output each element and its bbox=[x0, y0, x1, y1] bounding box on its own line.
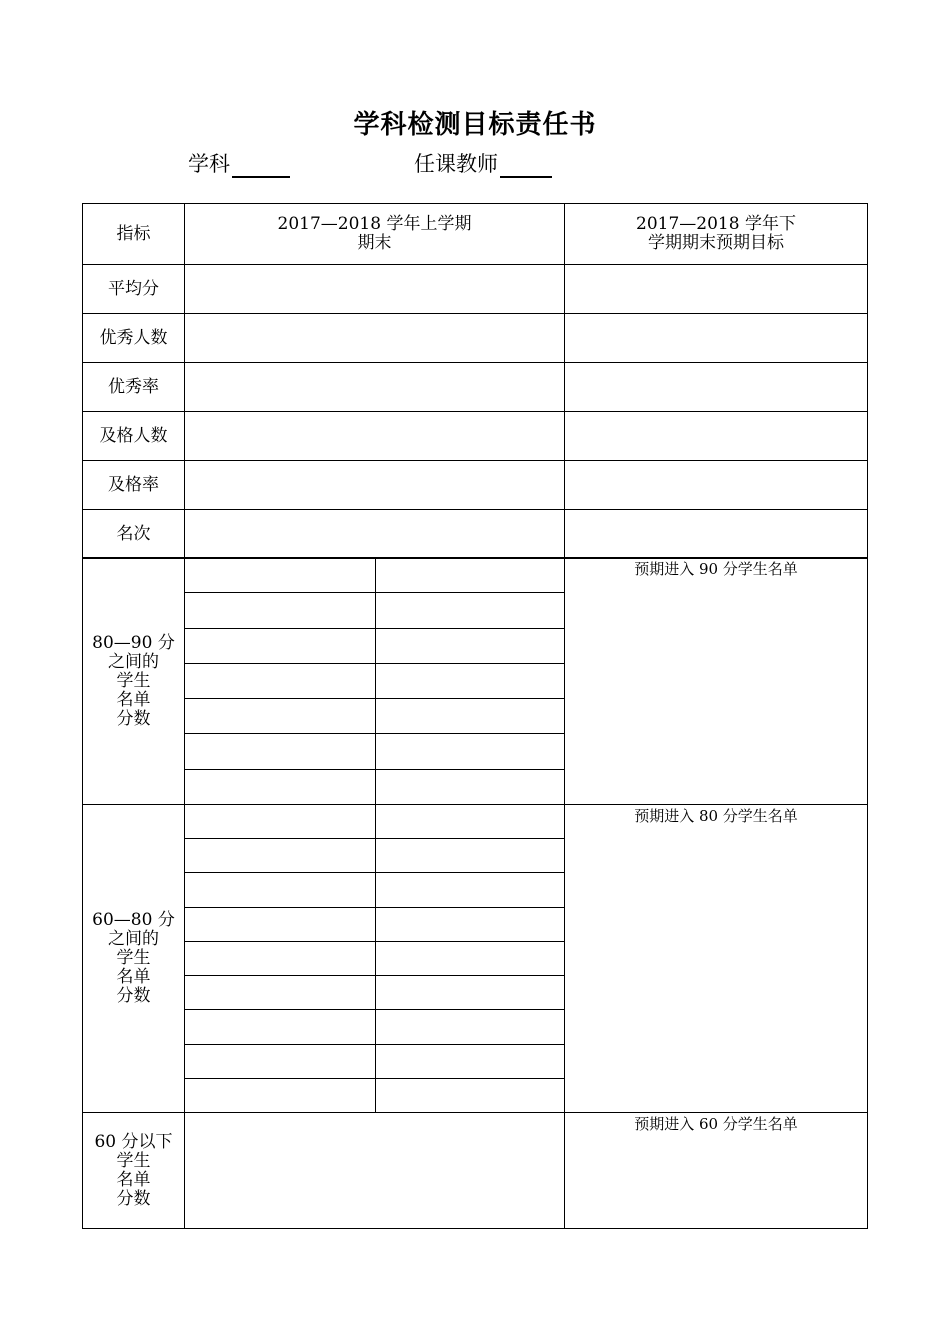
row-prev-value[interactable] bbox=[184, 460, 565, 510]
group-80-90-name-cell[interactable] bbox=[184, 769, 376, 805]
row-prev-value[interactable] bbox=[184, 509, 565, 559]
document-title: 学科检测目标责任书 bbox=[353, 110, 597, 140]
group-below-60-list[interactable] bbox=[184, 1112, 565, 1229]
row-target-value[interactable] bbox=[564, 313, 868, 363]
group-80-90-name-cell[interactable] bbox=[184, 698, 376, 734]
group-80-90-note[interactable]: 预期进入 90 分学生名单 bbox=[564, 557, 868, 805]
group-60-80-score-cell[interactable] bbox=[375, 1044, 565, 1079]
group-60-80-name-cell[interactable] bbox=[184, 975, 376, 1010]
group-80-90-score-cell[interactable] bbox=[375, 592, 565, 629]
row-prev-value[interactable] bbox=[184, 362, 565, 412]
row-prev-value[interactable] bbox=[184, 313, 565, 363]
teacher-label: 任课教师 bbox=[414, 152, 498, 176]
row-target-value[interactable] bbox=[564, 362, 868, 412]
group-80-90-score-cell[interactable] bbox=[375, 769, 565, 805]
row-target-value[interactable] bbox=[564, 460, 868, 510]
header-target: 2017—2018 学年下 学期期末预期目标 bbox=[564, 203, 868, 265]
group-60-80-score-cell[interactable] bbox=[375, 804, 565, 839]
group-60-80-name-cell[interactable] bbox=[184, 1044, 376, 1079]
group-60-80-score-cell[interactable] bbox=[375, 907, 565, 942]
row-target-value[interactable] bbox=[564, 411, 868, 461]
group-60-80-name-cell[interactable] bbox=[184, 1078, 376, 1113]
group-60-80-name-cell[interactable] bbox=[184, 804, 376, 839]
row-label: 及格率 bbox=[82, 460, 185, 510]
row-prev-value[interactable] bbox=[184, 411, 565, 461]
group-60-80-note[interactable]: 预期进入 80 分学生名单 bbox=[564, 804, 868, 1113]
group-60-80-score-cell[interactable] bbox=[375, 872, 565, 908]
group-80-90-name-cell[interactable] bbox=[184, 663, 376, 699]
group-80-90-score-cell[interactable] bbox=[375, 733, 565, 770]
subject-blank[interactable] bbox=[232, 154, 290, 178]
group-60-80-score-cell[interactable] bbox=[375, 1009, 565, 1045]
row-label: 名次 bbox=[82, 509, 185, 559]
header-indicator: 指标 bbox=[82, 203, 185, 265]
group-60-80-score-cell[interactable] bbox=[375, 838, 565, 873]
row-label: 优秀人数 bbox=[82, 313, 185, 363]
group-80-90-score-cell[interactable] bbox=[375, 663, 565, 699]
group-80-90-name-cell[interactable] bbox=[184, 628, 376, 664]
group-80-90-name-cell[interactable] bbox=[184, 557, 376, 593]
group-80-90-name-cell[interactable] bbox=[184, 733, 376, 770]
teacher-blank[interactable] bbox=[500, 154, 552, 178]
row-prev-value[interactable] bbox=[184, 264, 565, 314]
group-60-80-score-cell[interactable] bbox=[375, 941, 565, 976]
group-60-80-name-cell[interactable] bbox=[184, 1009, 376, 1045]
group-80-90-score-cell[interactable] bbox=[375, 698, 565, 734]
group-below-60-note[interactable]: 预期进入 60 分学生名单 bbox=[564, 1112, 868, 1229]
group-60-80-score-cell[interactable] bbox=[375, 1078, 565, 1113]
group-80-90-score-cell[interactable] bbox=[375, 557, 565, 593]
group-60-80-name-cell[interactable] bbox=[184, 872, 376, 908]
header-prev-term: 2017—2018 学年上学期 期末 bbox=[184, 203, 565, 265]
group-below-60-label: 60 分以下 学生 名单 分数 bbox=[82, 1112, 185, 1229]
subject-label: 学科 bbox=[188, 152, 230, 176]
row-label: 平均分 bbox=[82, 264, 185, 314]
group-80-90-name-cell[interactable] bbox=[184, 592, 376, 629]
subject-line bbox=[188, 148, 290, 178]
group-60-80-name-cell[interactable] bbox=[184, 838, 376, 873]
row-label: 优秀率 bbox=[82, 362, 185, 412]
group-60-80-name-cell[interactable] bbox=[184, 907, 376, 942]
group-80-90-score-cell[interactable] bbox=[375, 628, 565, 664]
group-60-80-name-cell[interactable] bbox=[184, 941, 376, 976]
teacher-line bbox=[414, 148, 552, 178]
group-60-80-score-cell[interactable] bbox=[375, 975, 565, 1010]
group-60-80-label: 60—80 分 之间的 学生 名单 分数 bbox=[82, 804, 185, 1113]
group-80-90-label: 80—90 分 之间的 学生 名单 分数 bbox=[82, 557, 185, 805]
row-target-value[interactable] bbox=[564, 264, 868, 314]
row-target-value[interactable] bbox=[564, 509, 868, 559]
row-label: 及格人数 bbox=[82, 411, 185, 461]
